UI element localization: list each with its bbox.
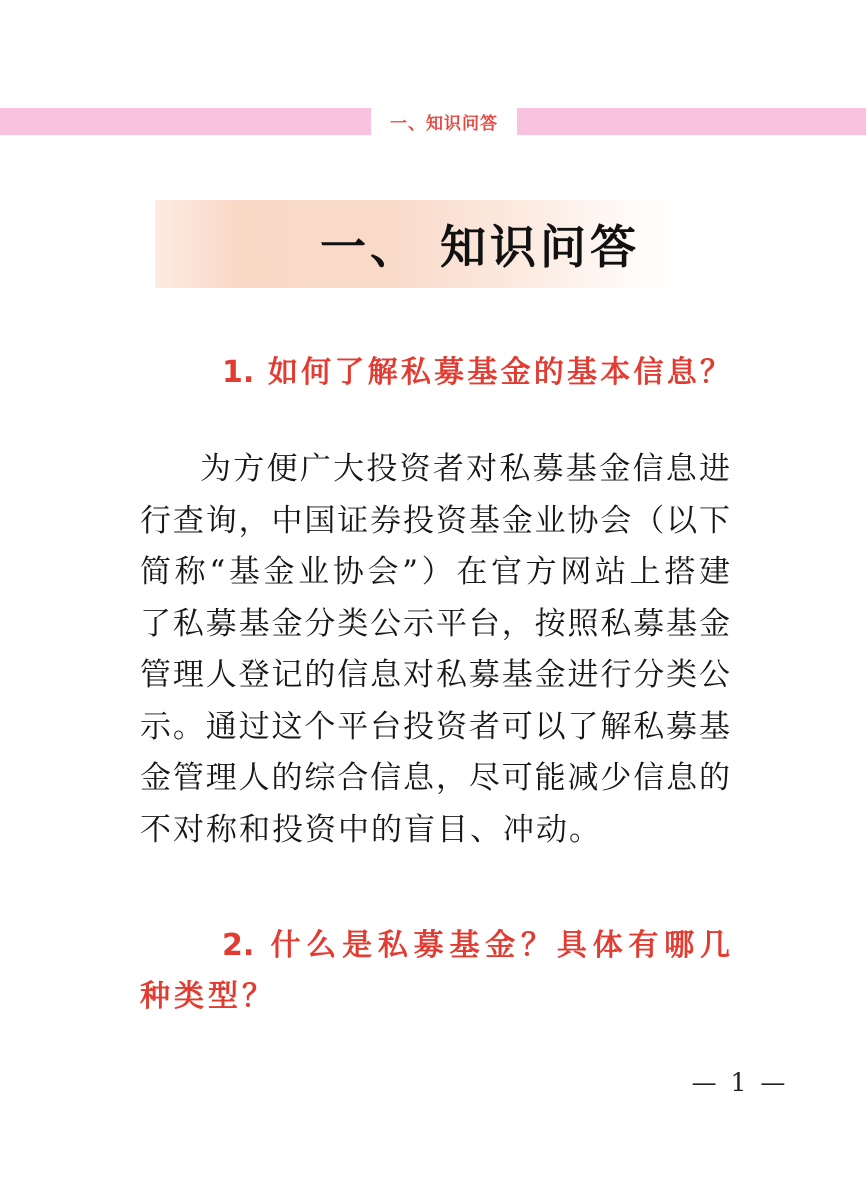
question-2-heading [140,920,730,1022]
body-line: 金管理人的综合信息，尽可能减少信息的 [140,760,730,796]
body-line: 不对称和投资中的盲目、冲动。 [140,811,602,848]
chapter-title: 一、 知识问答 [319,220,640,274]
question-2-line2: 种类型？ [140,979,276,1014]
body-line: 示。通过这个平台投资者可以了解私募基 [140,708,730,745]
body-paragraph [140,444,730,856]
page-number: — 1 — [691,1068,789,1097]
chapter-title-banner [155,200,715,288]
body-line: 了私募基金分类公示平台，按照私募基金 [140,605,730,642]
running-head-text: 一、知识问答 [390,113,498,134]
question-1-heading: 1. 如何了解私募基金的基本信息？ [222,355,730,390]
question-2-line1: 2. 什么是私募基金？具体有哪几 [222,928,730,963]
body-line: 管理人登记的信息对私募基金进行分类公 [140,657,730,693]
running-head-box [371,97,517,145]
body-line: 行查询，中国证券投资基金业协会（以下 [140,502,730,539]
body-line: 简称“基金业协会”）在官方网站上搭建 [140,554,730,590]
body-line: 为方便广大投资者对私募基金信息进 [200,451,730,487]
